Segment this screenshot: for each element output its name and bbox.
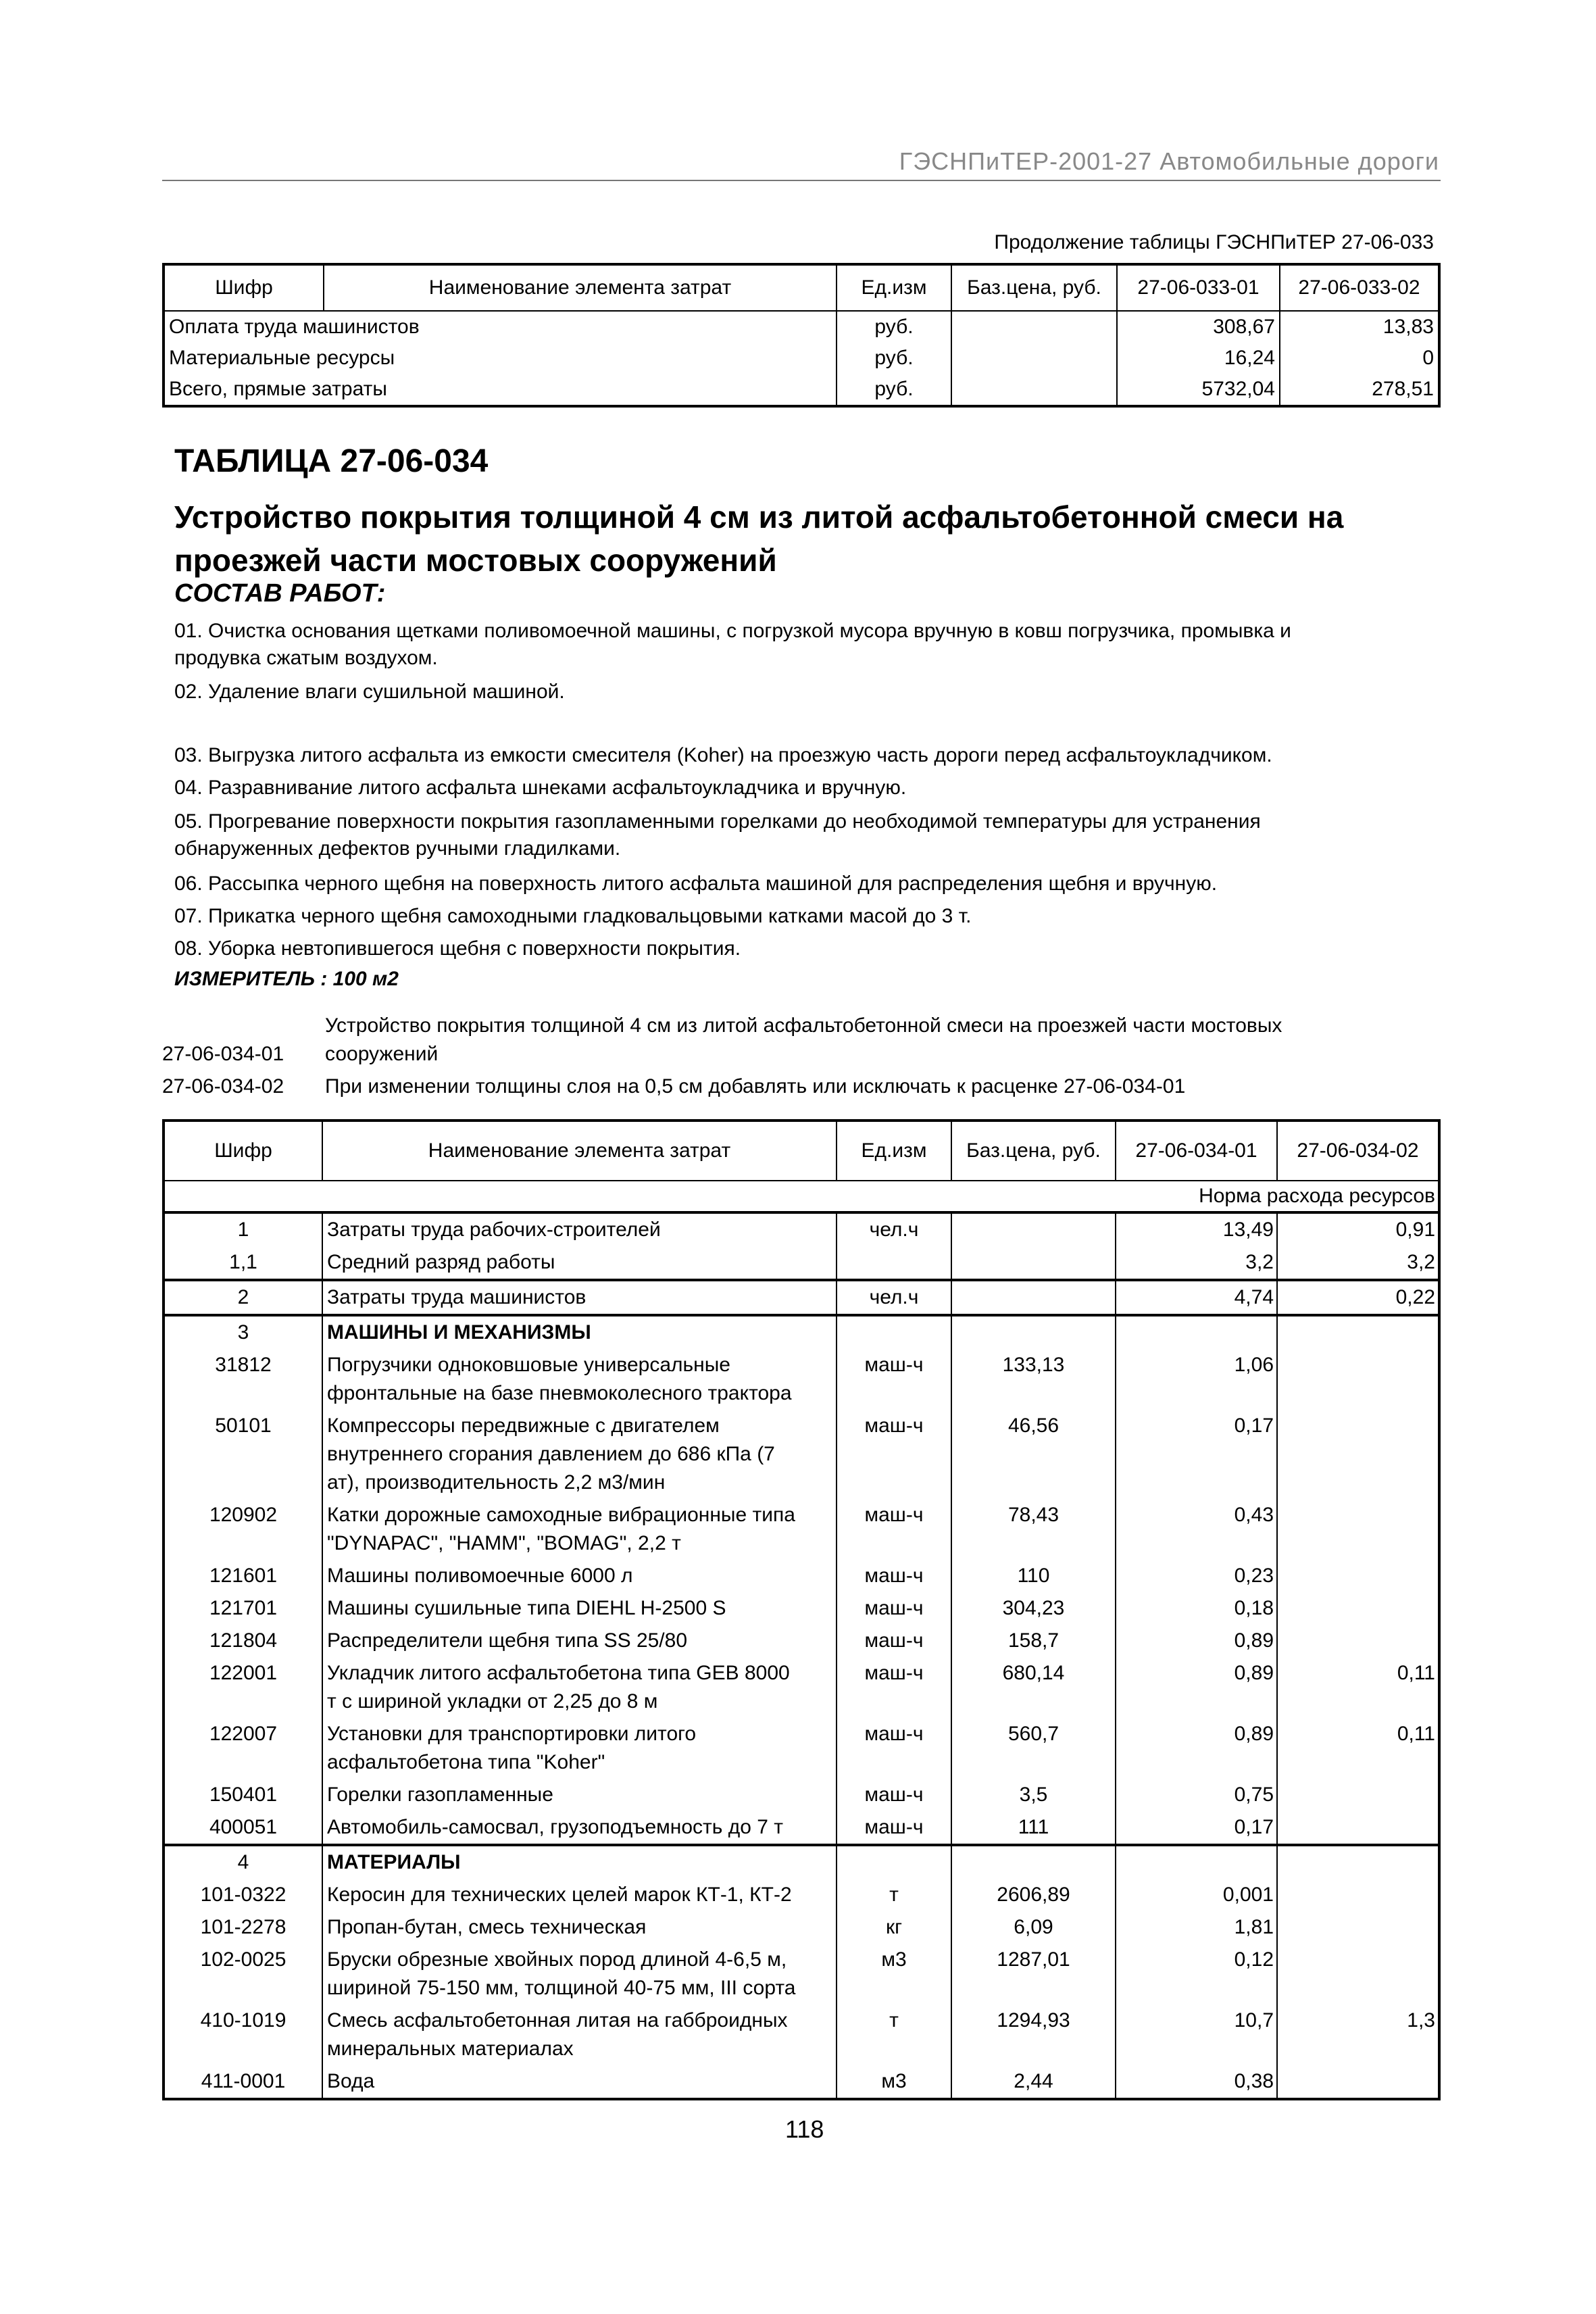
row-unit: руб.: [837, 343, 951, 374]
row-name: Укладчик литого асфальтобетона типа GEB 8000 т с шириной укладки от 2,25 до 8 м: [322, 1657, 837, 1718]
header-rule: [162, 180, 1441, 181]
row-unit: руб.: [837, 374, 951, 406]
row-unit: т: [837, 2004, 951, 2065]
row-value-2: 1,3: [1277, 2004, 1439, 2065]
row-unit: кг: [837, 1911, 951, 1944]
table-row: [164, 1879, 1439, 1911]
row-price: 1294,93: [951, 2004, 1116, 2065]
table-row: [164, 311, 1439, 343]
table-row: [164, 1944, 1439, 2004]
row-value-2: [1277, 1779, 1439, 1811]
table-row: [164, 1315, 1439, 1349]
table-row: [164, 1280, 1439, 1315]
row-price: 110: [951, 1560, 1116, 1592]
continuation-label: Продолжение таблицы ГЭСНПиТЕР 27-06-033: [994, 231, 1434, 253]
header-cell: Шифр: [164, 1121, 322, 1181]
table-row: [164, 1246, 1439, 1280]
row-name: Машины поливомоечные 6000 л: [322, 1560, 837, 1592]
row-price: 46,56: [951, 1410, 1116, 1499]
table-subtitle: Устройство покрытия толщиной 4 см из литой асфальтобетонной смеси на проезжей части мостовых сооружений: [174, 499, 1344, 578]
row-price: [951, 1212, 1116, 1246]
row-value-2: [1277, 2065, 1439, 2099]
header-cell: 27-06-033-02: [1280, 264, 1439, 311]
row-price: 111: [951, 1811, 1116, 1845]
variant-code: 27-06-034-01: [162, 1043, 284, 1065]
row-name: Всего, прямые затраты: [164, 374, 837, 406]
row-value-1: 0,38: [1116, 2065, 1277, 2099]
row-name: Средний разряд работы: [322, 1246, 837, 1280]
work-item: 05. Прогревание поверхности покрытия газопламенными горелками до необходимой температуры для устранения обнаруженных дефектов ручными гладилками.: [174, 810, 1261, 860]
row-name: Затраты труда машинистов: [322, 1280, 837, 1315]
row-price: 1287,01: [951, 1944, 1116, 2004]
row-value-2: 278,51: [1280, 374, 1439, 406]
table-row: [164, 1779, 1439, 1811]
row-value-2: [1277, 1499, 1439, 1560]
row-unit: маш-ч: [837, 1779, 951, 1811]
row-code: 101-2278: [164, 1911, 322, 1944]
table-row: [164, 1410, 1439, 1499]
row-code: 121601: [164, 1560, 322, 1592]
row-value-2: [1277, 1349, 1439, 1410]
row-price: 304,23: [951, 1592, 1116, 1625]
row-name: Распределители щебня типа SS 25/80: [322, 1625, 837, 1657]
row-value-2: [1277, 1410, 1439, 1499]
row-name: Оплата труда машинистов: [164, 311, 837, 343]
row-code: 3: [164, 1315, 322, 1349]
row-value-1: 0,89: [1116, 1718, 1277, 1779]
table-row: [164, 1625, 1439, 1657]
row-price: 680,14: [951, 1657, 1116, 1718]
table-row: [164, 1718, 1439, 1779]
row-name: Смесь асфальтобетонная литая на габброидных минеральных материалах: [322, 2004, 837, 2065]
row-code: 1: [164, 1212, 322, 1246]
row-unit: маш-ч: [837, 1718, 951, 1779]
table-row: [164, 1845, 1439, 1879]
row-value-1: 0,43: [1116, 1499, 1277, 1560]
work-item: 01. Очистка основания щетками поливомоечной машины, с погрузкой мусора вручную в ковш погрузчика, промывка и продувка сжатым воздухом.: [174, 620, 1291, 669]
row-value-2: [1277, 1879, 1439, 1911]
row-value-1: 4,74: [1116, 1280, 1277, 1315]
table-row: [164, 343, 1439, 374]
row-value-1: 1,06: [1116, 1349, 1277, 1410]
row-name: Материальные ресурсы: [164, 343, 837, 374]
row-value-2: 0: [1280, 343, 1439, 374]
row-name: Установки для транспортировки литого асфальтобетона типа "Koher": [322, 1718, 837, 1779]
row-price: [951, 311, 1117, 343]
row-price: [951, 343, 1117, 374]
header-cell: Наименование элемента затрат: [324, 264, 837, 311]
row-value-1: 0,12: [1116, 1944, 1277, 2004]
row-price: 3,5: [951, 1779, 1116, 1811]
work-item: 04. Разравнивание литого асфальта шнеками асфальтоукладчика и вручную.: [174, 777, 907, 799]
table-row: [164, 1212, 1439, 1246]
row-code: 400051: [164, 1811, 322, 1845]
header-cell: Баз.цена, руб.: [951, 264, 1117, 311]
row-unit: маш-ч: [837, 1657, 951, 1718]
row-value-1: 1,81: [1116, 1911, 1277, 1944]
row-unit: [837, 1845, 951, 1879]
row-value-1: 5732,04: [1117, 374, 1280, 406]
row-price: 2606,89: [951, 1879, 1116, 1911]
row-code: 4: [164, 1845, 322, 1879]
row-value-1: [1116, 1315, 1277, 1349]
row-price: 6,09: [951, 1911, 1116, 1944]
row-unit: маш-ч: [837, 1625, 951, 1657]
row-name: Горелки газопламенные: [322, 1779, 837, 1811]
table-row: [164, 1657, 1439, 1718]
table-row: [164, 2004, 1439, 2065]
row-value-2: 0,91: [1277, 1212, 1439, 1246]
row-name: Затраты труда рабочих-строителей: [322, 1212, 837, 1246]
row-value-1: 0,75: [1116, 1779, 1277, 1811]
row-unit: маш-ч: [837, 1410, 951, 1499]
row-code: 120902: [164, 1499, 322, 1560]
variant-text: При изменении толщины слоя на 0,5 см добавлять или исключать к расценке 27-06-034-01: [325, 1075, 1186, 1098]
header-cell: Ед.изм: [837, 1121, 951, 1181]
work-item: 03. Выгрузка литого асфальта из емкости смесителя (Koher) на проезжую часть дороги перед асфальтоукладчиком.: [174, 744, 1272, 766]
row-unit: руб.: [837, 311, 951, 343]
table-row: [164, 1560, 1439, 1592]
row-price: [951, 1246, 1116, 1280]
row-code: 410-1019: [164, 2004, 322, 2065]
row-unit: чел.ч: [837, 1212, 951, 1246]
row-value-1: 0,18: [1116, 1592, 1277, 1625]
row-unit: [837, 1315, 951, 1349]
row-unit: маш-ч: [837, 1811, 951, 1845]
row-name: Бруски обрезные хвойных пород длиной 4-6,5 м, шириной 75-150 мм, толщиной 40-75 мм, III сорта: [322, 1944, 837, 2004]
row-value-1: 16,24: [1117, 343, 1280, 374]
variant-text: Устройство покрытия толщиной 4 см из литой асфальтобетонной смеси на проезжей части мостовых сооружений: [325, 1014, 1282, 1065]
row-code: 122007: [164, 1718, 322, 1779]
page-number: 118: [785, 2115, 824, 2143]
table-row: [164, 374, 1439, 406]
row-code: 31812: [164, 1349, 322, 1410]
running-head: ГЭСНПиТЕР-2001-27 Автомобильные дороги: [899, 147, 1439, 175]
table-header-row: [164, 1121, 1439, 1181]
row-unit: чел.ч: [837, 1280, 951, 1315]
row-code: 101-0322: [164, 1879, 322, 1911]
row-unit: маш-ч: [837, 1592, 951, 1625]
row-price: [951, 1845, 1116, 1879]
row-price: 158,7: [951, 1625, 1116, 1657]
row-code: 150401: [164, 1779, 322, 1811]
norm-row: [164, 1181, 1439, 1212]
row-code: 2: [164, 1280, 322, 1315]
row-name: Катки дорожные самоходные вибрационные типа "DYNAPAC", "HAMM", "BOMAG", 2,2 т: [322, 1499, 837, 1560]
row-name: Компрессоры передвижные с двигателем внутреннего сгорания давлением до 686 кПа (7 ат), производительность 2,2 м3/мин: [322, 1410, 837, 1499]
row-code: 1,1: [164, 1246, 322, 1280]
row-name: Керосин для технических целей марок КТ-1, КТ-2: [322, 1879, 837, 1911]
table-header-row: [164, 264, 1439, 311]
row-value-2: [1277, 1315, 1439, 1349]
row-name: Машины сушильные типа DIEHL H-2500 S: [322, 1592, 837, 1625]
work-item: 08. Уборка невтопившегося щебня с поверхности покрытия.: [174, 937, 741, 960]
row-code: 122001: [164, 1657, 322, 1718]
table-row: [164, 1811, 1439, 1845]
row-value-2: [1277, 1560, 1439, 1592]
work-item: 07. Прикатка черного щебня самоходными гладковальцовыми катками масой до 3 т.: [174, 905, 972, 927]
row-name: МАШИНЫ И МЕХАНИЗМЫ: [322, 1315, 837, 1349]
row-value-1: 0,23: [1116, 1560, 1277, 1592]
row-value-2: 3,2: [1277, 1246, 1439, 1280]
row-price: [951, 1315, 1116, 1349]
row-value-1: 0,17: [1116, 1811, 1277, 1845]
row-name: Вода: [322, 2065, 837, 2099]
row-price: [951, 1280, 1116, 1315]
variant-code: 27-06-034-02: [162, 1075, 284, 1098]
row-name: Погрузчики одноковшовые универсальные фронтальные на базе пневмоколесного трактора: [322, 1349, 837, 1410]
row-value-1: 308,67: [1117, 311, 1280, 343]
row-value-1: 10,7: [1116, 2004, 1277, 2065]
row-value-2: 0,22: [1277, 1280, 1439, 1315]
norm-label: Норма расхода ресурсов: [164, 1181, 1439, 1212]
row-price: 78,43: [951, 1499, 1116, 1560]
continuation-table: [162, 263, 1441, 408]
table-row: [164, 1499, 1439, 1560]
row-value-2: 0,11: [1277, 1718, 1439, 1779]
work-item: 02. Удаление влаги сушильной машиной.: [174, 681, 565, 703]
row-price: [951, 374, 1117, 406]
table-title: ТАБЛИЦА 27-06-034: [174, 443, 489, 479]
header-cell: Баз.цена, руб.: [951, 1121, 1116, 1181]
row-code: 50101: [164, 1410, 322, 1499]
header-cell: Ед.изм: [837, 264, 951, 311]
header-cell: 27-06-033-01: [1117, 264, 1280, 311]
row-value-1: 3,2: [1116, 1246, 1277, 1280]
table-row: [164, 2065, 1439, 2099]
row-code: 102-0025: [164, 1944, 322, 2004]
table-row: [164, 1911, 1439, 1944]
meter-unit: ИЗМЕРИТЕЛЬ : 100 м2: [174, 968, 399, 990]
row-value-2: 13,83: [1280, 311, 1439, 343]
row-value-1: 0,89: [1116, 1657, 1277, 1718]
row-value-1: 0,17: [1116, 1410, 1277, 1499]
row-value-2: [1277, 1944, 1439, 2004]
header-cell: 27-06-034-01: [1116, 1121, 1277, 1181]
row-value-1: 13,49: [1116, 1212, 1277, 1246]
row-value-2: [1277, 1811, 1439, 1845]
row-value-2: [1277, 1845, 1439, 1879]
row-price: 560,7: [951, 1718, 1116, 1779]
row-value-1: [1116, 1845, 1277, 1879]
row-value-1: 0,89: [1116, 1625, 1277, 1657]
row-price: 133,13: [951, 1349, 1116, 1410]
row-unit: маш-ч: [837, 1349, 951, 1410]
work-heading: СОСТАВ РАБОТ:: [174, 579, 386, 608]
row-code: 121701: [164, 1592, 322, 1625]
header-cell: 27-06-034-02: [1277, 1121, 1439, 1181]
row-unit: [837, 1246, 951, 1280]
row-code: 411-0001: [164, 2065, 322, 2099]
row-value-2: 0,11: [1277, 1657, 1439, 1718]
header-cell: Наименование элемента затрат: [322, 1121, 837, 1181]
table-row: [164, 1349, 1439, 1410]
row-name: Автомобиль-самосвал, грузоподъемность до 7 т: [322, 1811, 837, 1845]
row-unit: маш-ч: [837, 1560, 951, 1592]
table-row: [164, 1592, 1439, 1625]
row-price: 2,44: [951, 2065, 1116, 2099]
row-value-1: 0,001: [1116, 1879, 1277, 1911]
row-code: 121804: [164, 1625, 322, 1657]
row-name: Пропан-бутан, смесь техническая: [322, 1911, 837, 1944]
work-item: 06. Рассыпка черного щебня на поверхность литого асфальта машиной для распределения щебня и вручную.: [174, 872, 1218, 895]
row-unit: м3: [837, 1944, 951, 2004]
row-unit: т: [837, 1879, 951, 1911]
row-value-2: [1277, 1625, 1439, 1657]
row-unit: м3: [837, 2065, 951, 2099]
row-value-2: [1277, 1592, 1439, 1625]
row-name: МАТЕРИАЛЫ: [322, 1845, 837, 1879]
resource-table: [162, 1119, 1441, 2100]
row-unit: маш-ч: [837, 1499, 951, 1560]
row-value-2: [1277, 1911, 1439, 1944]
header-cell: Шифр: [164, 264, 324, 311]
